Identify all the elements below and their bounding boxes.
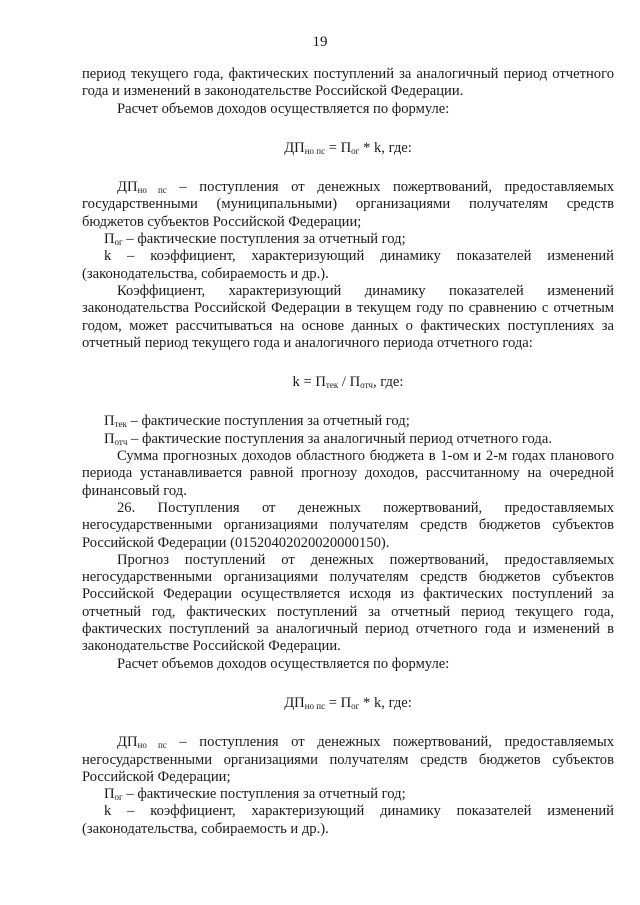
paragraph-formula-intro: Расчет объемов доходов осуществляется по формуле:: [117, 100, 450, 117]
definition-potch: $П_{отч}$ – фактические поступления за аналогичный период отчетного года.: [104, 430, 552, 447]
paragraph-forecast: Прогноз поступлений от денежных пожертвований, предоставляемых негосударственными организациями получателям средств бюджетов субъектов Российской Федерации осуществляется исходя из фактических поступлений за отчетный год, фактических поступлений за отчетный период текущего года, фактических поступлений за аналогичный период отчетного года и изменений в законодательстве Российской Федерации.: [82, 551, 614, 655]
section-heading-26: 26. Поступления от денежных пожертвований, предоставляемых негосударственными организациями получателям средств бюджетов субъектов Российской Федерации (01520402020020000150).: [82, 499, 614, 551]
definition-k-1: k – коэффициент, характеризующий динамику показателей изменений (законодательства, собираемость и др.).: [82, 248, 614, 282]
definition-dp-2: $ДП_{но пс}$ – поступления от денежных пожертвований, предоставляемых негосударственными организациями получателям средств бюджетов субъектов Российской Федерации;: [82, 734, 614, 785]
definition-pog-2: $П_{ог}$ – фактические поступления за отчетный год;: [104, 786, 406, 803]
definition-dp-1: $ДП_{но пс}$ – поступления от денежных пожертвований, предоставляемых государственными (муниципальными) организациями получателям средств бюджетов субъектов Российской Федерации;: [82, 179, 614, 230]
paragraph-formula-intro-2: Расчет объемов доходов осуществляется по формуле:: [117, 655, 450, 672]
formula-dp-1: $ДП_{но пс} = П_{ог} * k$, где:: [284, 139, 412, 156]
page-number: 19: [312, 34, 328, 50]
definition-k-2: k – коэффициент, характеризующий динамику показателей изменений (законодательства, собираемость и др.).: [82, 803, 614, 837]
definition-ptek: $П_{тек}$ – фактические поступления за отчетный год;: [104, 413, 410, 430]
document-body: [82, 66, 614, 838]
definition-pog-1: $П_{ог}$ – фактические поступления за отчетный год;: [104, 231, 406, 248]
formula-k: $k = П_{тек} / П_{отч}$, где:: [292, 374, 404, 391]
paragraph-continuation: период текущего года, фактических поступлений за аналогичный период отчетного года и изменений в законодательстве Российской Федерации.: [82, 66, 614, 100]
paragraph-coefficient: Коэффициент, характеризующий динамику показателей изменений законодательства Российской Федерации в текущем году по сравнению с отчетным годом, может рассчитываться на основе данных о фактических поступлениях за отчетный период текущего года и аналогичного периода отчетного года:: [82, 282, 614, 351]
formula-dp-2: $ДП_{но пс} = П_{ог} * k$, где:: [284, 694, 412, 711]
paragraph-planning-period: Сумма прогнозных доходов областного бюджета в 1-ом и 2-м годах планового периода устанавливается равной прогнозу доходов, рассчитанному на очередной финансовый год.: [82, 448, 614, 499]
